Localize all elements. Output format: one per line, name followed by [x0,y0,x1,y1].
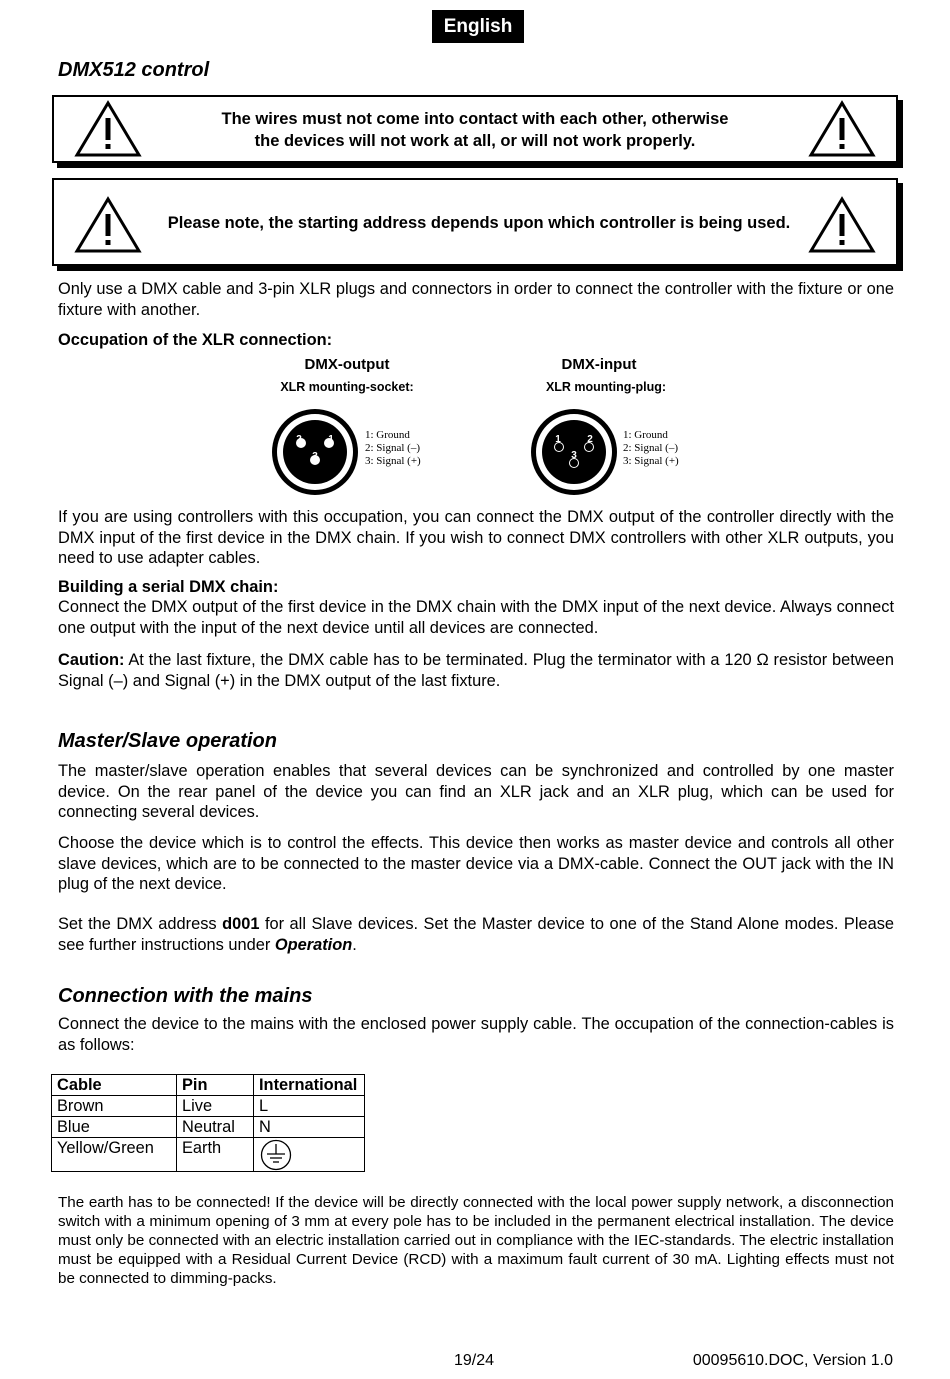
table-cell: Brown [52,1096,177,1117]
table-cell: N [254,1117,365,1138]
table-cell [254,1138,365,1172]
pin-label: 1 [328,434,334,445]
page-number: 19/24 [454,1352,495,1369]
pin-signal-plus: 3: Signal (+) [365,455,421,467]
section-title-master: Master/Slave operation [58,730,277,752]
pin-signal-plus: 3: Signal (+) [623,455,679,467]
pin-ground: 1: Ground [623,429,668,441]
caution-text: At the last fixture, the DMX cable has to be terminated. Plug the terminator with a 120 Ω resistor between Signal (–) and Signal (+) in the DMX output of the last fixture. [58,651,894,690]
table-header-cell: Cable [52,1075,177,1096]
master-text-1: The master/slave operation enables that several devices can be synchronized and controlled by one master device. On the rear panel of the device you can find an XLR jack and an XLR plug, which can be used for connecting several devices. [58,762,894,821]
dmx-input-title: DMX-input [561,356,637,373]
table-header-cell: International [254,1075,365,1096]
table-header-cell: Pin [177,1075,254,1096]
table-row [52,1117,365,1138]
document-id: 00095610.DOC, Version 1.0 [692,1352,893,1369]
warning-box-address [52,178,898,266]
pin-label: 3 [312,451,318,462]
input-pin-list [623,429,679,468]
warning-icon [74,196,142,254]
occupation-heading: Occupation of the XLR connection: [58,331,333,349]
table-header-row [52,1075,365,1096]
chain-text: Connect the DMX output of the first device in the DMX chain with the DMX input of the next device. Always connect one output with the input of the next device until all devices are connected. [58,598,894,637]
dmx-output-title: DMX-output [304,356,390,373]
master-text-2: Choose the device which is to control the effects. This device then works as master device and controls all other slave devices, which are to be connected to the master device via a DMX-cable. Connect the OUT jack with the IN plug of the next device. [58,834,894,893]
warning-icon [808,196,876,254]
table-cell: L [254,1096,365,1117]
mains-table [51,1074,365,1172]
table-cell: Neutral [177,1117,254,1138]
section-title-dmx: DMX512 control [58,59,210,81]
language-tab: English [432,10,524,43]
table-cell: Blue [52,1117,177,1138]
xlr-socket-diagram [270,407,360,497]
warning-text-address: Please note, the starting address depends upon which controller is being used. [167,214,791,232]
pin-label: 2 [587,434,593,445]
xlr-plug-diagram [529,407,619,497]
operation-reference: Operation [274,935,353,954]
warning-text-line1: The wires must not come into contact with each other, otherwise [221,110,729,128]
pin-label: 2 [296,434,302,445]
earth-ground-icon [259,1139,293,1171]
dmx-address-value: d001 [222,915,260,933]
pin-label: 3 [571,450,577,461]
dmx-input-subtitle: XLR mounting-plug: [545,380,667,394]
warning-icon [808,100,876,158]
text-span: . [352,935,357,954]
section-title-mains: Connection with the mains [58,985,313,1007]
warning-text-line2: the devices will not work at all, or will not work properly. [254,132,696,150]
warning-icon [74,100,142,158]
adapter-text: If you are using controllers with this occupation, you can connect the DMX output of the controller directly with the DMX input of the first device in the DMX chain. If you wish to connect DMX controllers with other XLR outputs, you need to use adapter cables. [58,508,894,567]
master-text-3 [58,914,894,955]
table-cell: Live [177,1096,254,1117]
table-cell: Yellow/Green [52,1138,177,1172]
dmx-output-subtitle: XLR mounting-socket: [280,380,414,394]
caution-label: Caution: [58,651,125,669]
table-row [52,1096,365,1117]
table-cell: Earth [177,1138,254,1172]
mains-intro-text: Connect the device to the mains with the enclosed power supply cable. The occupation of the connection-cables is as follows: [58,1015,894,1054]
caution-paragraph [58,650,894,691]
text-span: Set the DMX address [58,915,223,933]
earth-warning-text: The earth has to be connected! If the device will be directly connected with the local power supply network, a disconnection switch with a minimum opening of 3 mm at every pole has to be included in the permanent electrical installation. The device must only be connected with an electric installation carried out in compliance with the IEC-standards. The electric installation must be equipped with a Residual Current Device (RCD) with a maximum fault current of 30 mA. Lighting effects must not be connected to dimming-packs. [58,1194,894,1287]
dmx-intro-text: Only use a DMX cable and 3-pin XLR plugs and connectors in order to connect the controller with the fixture or one fixture with another. [58,280,894,319]
pin-signal-minus: 2: Signal (–) [623,442,678,454]
chain-heading: Building a serial DMX chain: [58,578,279,596]
table-row [52,1138,365,1172]
warning-box-wires [52,95,898,163]
output-pin-list [365,429,421,468]
text-span: for all Slave devices. Set the Master device to one of the Stand Alone modes. Please see further instructions under [58,915,895,954]
pin-ground: 1: Ground [365,429,410,441]
pin-signal-minus: 2: Signal (–) [365,442,420,454]
pin-label: 1 [555,434,561,445]
